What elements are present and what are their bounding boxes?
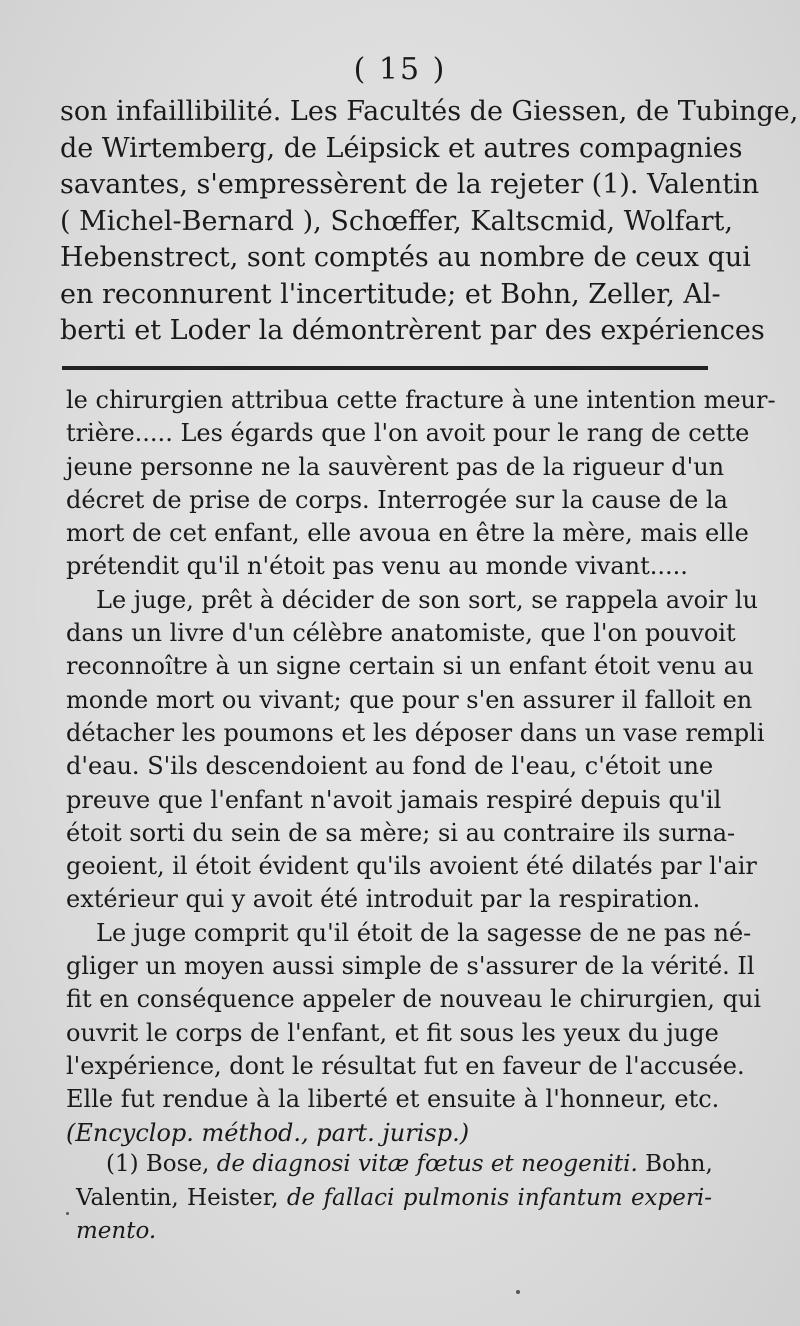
- text-line: ouvrit le corps de l'enfant, et fit sous les yeux du juge: [66, 1018, 719, 1047]
- paragraph-experiment: [66, 917, 762, 1150]
- footnote-marker: (1) Bose,: [106, 1151, 210, 1177]
- text-line: savantes, s'empressèrent de la rejeter (1). Valentin: [60, 169, 760, 200]
- footnote-title: de diagnosi vitæ fœtus et neogeniti.: [216, 1151, 638, 1177]
- page-number: ( 15 ): [353, 52, 447, 87]
- footnote-line: [76, 1148, 712, 1182]
- text-line: le chirurgien attribua cette fracture à une intention meur-: [66, 386, 776, 414]
- text-line: prétendit qu'il n'étoit pas venu au monde vivant.....: [66, 552, 688, 581]
- text-line: reconnoître à un signe certain si un enfant étoit venu au: [66, 652, 754, 681]
- text-line: berti et Loder la démontrèrent par des expériences: [60, 315, 765, 346]
- text-line: d'eau. S'ils descendoient au fond de l'eau, c'étoit une: [66, 752, 714, 781]
- text-line: étoit sorti du sein de sa mère; si au contraire ils surna-: [66, 818, 736, 847]
- text-line: monde mort ou vivant; que pour s'en assurer il falloit en: [66, 685, 753, 714]
- text-line: Hebenstrect, sont comptés au nombre de ceux qui: [60, 242, 751, 273]
- footnote-authors: Valentin, Heister,: [76, 1184, 279, 1211]
- text-line: jeune personne ne la sauvèrent pas de la rigueur d'un: [66, 452, 725, 481]
- text-line: Le juge comprit qu'il étoit de la sagesse de ne pas né-: [96, 918, 752, 947]
- footnote: [76, 1148, 712, 1249]
- footnote-title-end: mento.: [76, 1218, 157, 1244]
- text-line: Elle fut rendue à la liberté et ensuite à l'honneur, etc.: [66, 1085, 720, 1114]
- paper-speck: [516, 1290, 520, 1294]
- text-line: trière..... Les égards que l'on avoit pour le rang de cette: [66, 419, 750, 448]
- paper-speck: [66, 1212, 69, 1215]
- text-line: Le juge, prêt à décider de son sort, se rappela avoir lu: [96, 585, 758, 614]
- text-line: geoient, il étoit évident qu'ils avoient été dilatés par l'air: [66, 852, 757, 881]
- text-line: preuve que l'enfant n'avoit jamais respiré depuis qu'il: [66, 785, 722, 814]
- paragraph-fracture: [66, 384, 776, 584]
- text-line: de Wirtemberg, de Léipsick et autres compagnies: [60, 132, 743, 164]
- separator-rule: [62, 366, 708, 370]
- main-text: [66, 384, 776, 1150]
- text-line: détacher les poumons et les déposer dans un vase rempli: [66, 718, 765, 747]
- paragraph-judge: [66, 584, 765, 917]
- top-paragraph: [60, 94, 799, 350]
- footnote-author: Bohn,: [645, 1151, 713, 1177]
- text-line: fit en conséquence appeler de nouveau le chirurgien, qui: [66, 985, 762, 1014]
- text-line: décret de prise de corps. Interrogée sur la cause de la: [66, 485, 728, 514]
- text-line: en reconnurent l'incertitude; et Bohn, Zeller, Al-: [60, 278, 721, 310]
- text-line: dans un livre d'un célèbre anatomiste, que l'on pouvoit: [66, 619, 736, 648]
- citation: (Encyclop. méthod., part. jurisp.): [66, 1118, 470, 1147]
- text-line: son infaillibilité. Les Facultés de Giessen, de Tubinge,: [60, 96, 799, 127]
- text-line: extérieur qui y avoit été introduit par la respiration.: [66, 885, 701, 914]
- footnote-line: [76, 1215, 712, 1249]
- footnote-title: de fallaci pulmonis infantum experi-: [286, 1184, 712, 1211]
- text-line: mort de cet enfant, elle avoua en être la mère, mais elle: [66, 519, 749, 548]
- footnote-line: [76, 1182, 712, 1216]
- text-line: ( Michel-Bernard ), Schœffer, Kaltscmid, Wolfart,: [60, 205, 733, 237]
- text-line: l'expérience, dont le résultat fut en faveur de l'accusée.: [66, 1051, 745, 1080]
- text-line: gliger un moyen aussi simple de s'assurer de la vérité. Il: [66, 952, 755, 981]
